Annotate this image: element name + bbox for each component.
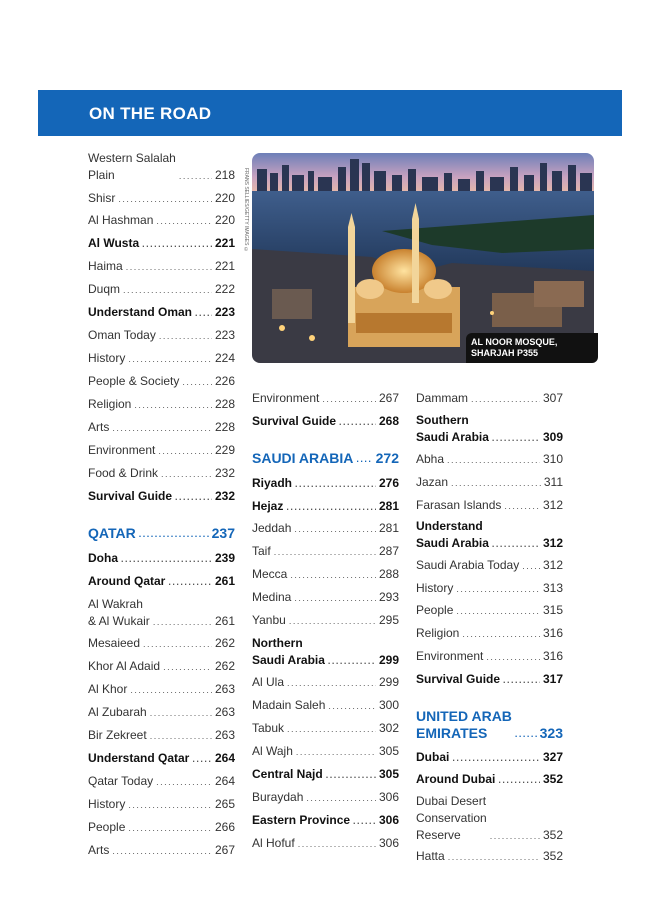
toc-entry-name: Around Qatar <box>88 574 166 588</box>
section-banner <box>38 90 622 136</box>
toc-entry-page: 305 <box>378 744 399 758</box>
toc-entry-name: Arts <box>88 420 110 434</box>
leader-dots <box>452 753 540 763</box>
toc-entry[interactable] <box>252 589 399 606</box>
toc-entry[interactable] <box>88 304 235 321</box>
leader-dots <box>306 793 376 803</box>
toc-entry-page: 312 <box>542 558 563 572</box>
leader-dots <box>294 524 376 534</box>
toc-entry-name: Dubai Desert Conservation Reserve <box>416 794 487 842</box>
leader-dots <box>128 354 212 364</box>
toc-entry[interactable] <box>88 704 235 721</box>
toc-entry[interactable] <box>416 602 563 619</box>
toc-entry-name: Environment <box>88 443 156 457</box>
toc-entry-page: 316 <box>542 649 563 663</box>
toc-entry[interactable] <box>88 235 235 252</box>
toc-entry[interactable] <box>416 648 563 665</box>
toc-entry[interactable] <box>88 419 235 436</box>
toc-entry-page: 299 <box>378 653 399 667</box>
toc-entry-name: Duqm <box>88 282 121 296</box>
leader-dots <box>503 675 540 685</box>
toc-entry-name: Buraydah <box>252 790 304 804</box>
leader-dots <box>139 529 209 539</box>
caption-line: AL NOOR MOSQUE, <box>471 337 558 347</box>
leader-dots <box>112 846 212 856</box>
toc-entry-page: 229 <box>214 443 235 457</box>
toc-entry[interactable] <box>416 580 563 597</box>
toc-entry-page: 327 <box>542 750 563 764</box>
toc-entry-name: Al Wajh <box>252 744 293 758</box>
leader-dots <box>294 593 376 603</box>
toc-entry[interactable] <box>252 789 399 806</box>
toc-entry[interactable] <box>88 596 235 630</box>
leader-dots <box>118 194 212 204</box>
toc-entry-name: QATAR <box>88 525 136 541</box>
toc-entry-page: 313 <box>542 581 563 595</box>
toc-entry-name: Dubai <box>416 750 450 764</box>
toc-entry-page: 266 <box>214 820 235 834</box>
toc-entry[interactable] <box>88 442 235 459</box>
toc-entry[interactable] <box>88 190 235 207</box>
toc-entry-page: 261 <box>214 574 235 588</box>
toc-entry-name: Abha <box>416 452 445 466</box>
toc-entry-page: 264 <box>214 774 235 788</box>
toc-section-heading[interactable] <box>88 525 235 542</box>
toc-entry[interactable] <box>88 658 235 675</box>
toc-entry[interactable] <box>88 258 235 275</box>
toc-entry-name: Hatta <box>416 849 445 863</box>
toc-entry[interactable] <box>88 465 235 482</box>
toc-entry[interactable] <box>416 390 563 407</box>
toc-entry-page: 263 <box>214 705 235 719</box>
leader-dots <box>161 469 212 479</box>
leader-dots <box>353 816 376 826</box>
leader-dots <box>195 308 212 318</box>
toc-entry[interactable] <box>88 396 235 413</box>
toc-entry-page: 306 <box>378 813 399 827</box>
leader-dots <box>182 377 212 387</box>
toc-entry-name: Understand Oman <box>88 305 193 319</box>
toc-entry[interactable] <box>416 474 563 491</box>
toc-entry-name: People & Society <box>88 374 180 388</box>
toc-entry-name: Medina <box>252 590 292 604</box>
toc-entry[interactable] <box>88 635 235 652</box>
toc-entry-name: Jazan <box>416 475 449 489</box>
page-title: ON THE ROAD <box>89 104 212 123</box>
toc-entry-page: 228 <box>214 397 235 411</box>
toc-entry-page: 281 <box>378 521 399 535</box>
toc-entry[interactable] <box>416 451 563 468</box>
toc-entry-name: People <box>88 820 126 834</box>
toc-entry-page: 218 <box>214 168 235 182</box>
toc-entry-name: Shisr <box>88 191 116 205</box>
leader-dots <box>447 455 540 465</box>
toc-entry-page: 220 <box>214 191 235 205</box>
toc-entry-page: 267 <box>214 843 235 857</box>
toc-entry-name: Yanbu <box>252 613 286 627</box>
leader-dots <box>163 662 212 672</box>
toc-entry[interactable] <box>416 625 563 642</box>
toc-entry[interactable] <box>252 835 399 852</box>
toc-entry-name: Understand Qatar <box>88 751 190 765</box>
toc-entry-page: 311 <box>543 475 563 489</box>
toc-entry-name: Religion <box>88 397 132 411</box>
toc-entry-name: People <box>416 603 454 617</box>
leader-dots <box>492 433 540 443</box>
leader-dots <box>159 331 212 341</box>
toc-entry[interactable] <box>416 557 563 574</box>
toc-entry-name: Food & Drink <box>88 466 159 480</box>
toc-entry-name: Around Dubai <box>416 772 496 786</box>
toc-entry-page: 293 <box>378 590 399 604</box>
leader-dots <box>322 394 376 404</box>
toc-entry-page: 223 <box>214 328 235 342</box>
toc-entry[interactable] <box>416 671 563 688</box>
toc-entry-name: Haima <box>88 259 123 273</box>
toc-entry-name: Taif <box>252 544 271 558</box>
toc-entry-page: 306 <box>378 790 399 804</box>
leader-dots <box>121 554 212 564</box>
toc-entry[interactable] <box>416 793 563 844</box>
toc-entry-page: 268 <box>378 414 399 428</box>
leader-dots <box>287 724 376 734</box>
toc-entry-page: 272 <box>375 450 399 466</box>
toc-entry[interactable] <box>88 150 235 184</box>
toc-entry-name: History <box>88 797 126 811</box>
toc-entry-name: SAUDI ARABIA <box>252 450 354 466</box>
leader-dots <box>128 823 212 833</box>
toc-entry-name: Al Zubarah <box>88 705 147 719</box>
leader-dots <box>142 239 212 249</box>
toc-entry[interactable] <box>252 413 399 430</box>
toc-entry-page: 220 <box>214 213 235 227</box>
toc-entry[interactable] <box>252 635 399 669</box>
toc-entry[interactable] <box>88 573 235 590</box>
toc-entry-page: 262 <box>214 636 235 650</box>
toc-entry-page: 295 <box>378 613 399 627</box>
toc-entry-name: Al Wusta <box>88 236 140 250</box>
toc-entry[interactable] <box>416 497 563 514</box>
leader-dots <box>126 262 212 272</box>
toc-entry-name: Eastern Province <box>252 813 351 827</box>
toc-entry[interactable] <box>88 842 235 859</box>
toc-entry-page: 224 <box>214 351 235 365</box>
photo-caption <box>466 333 598 363</box>
toc-entry-name: Khor Al Adaid <box>88 659 161 673</box>
toc-entry[interactable] <box>252 697 399 714</box>
toc-entry[interactable] <box>88 488 235 505</box>
leader-dots <box>287 678 376 688</box>
toc-entry[interactable] <box>252 720 399 737</box>
toc-entry[interactable] <box>88 212 235 229</box>
toc-entry-name: Al Khor <box>88 682 128 696</box>
toc-entry-name: History <box>88 351 126 365</box>
leader-dots <box>492 539 540 549</box>
toc-entry[interactable] <box>252 520 399 537</box>
toc-entry-name: Understand Saudi Arabia <box>416 519 489 550</box>
toc-entry-page: 352 <box>542 828 563 842</box>
leader-dots <box>339 417 376 427</box>
toc-entry-page: 226 <box>214 374 235 388</box>
leader-dots <box>498 775 540 785</box>
leader-dots <box>456 606 540 616</box>
toc-entry-page: 232 <box>214 489 235 503</box>
toc-section-heading[interactable] <box>416 708 563 742</box>
photo-credit: FRANS SELLIES/GETTY IMAGES © <box>243 168 249 253</box>
toc-entry-page: 307 <box>542 391 563 405</box>
toc-entry-name: Environment <box>416 649 484 663</box>
leader-dots <box>143 639 212 649</box>
toc-entry-page: 287 <box>378 544 399 558</box>
toc-entry-page: 299 <box>378 675 399 689</box>
toc-entry[interactable] <box>252 812 399 829</box>
toc-entry-page: 317 <box>542 672 563 686</box>
caption-line: SHARJAH P355 <box>471 348 539 358</box>
leader-dots <box>274 547 376 557</box>
toc-entry-name: Southern Saudi Arabia <box>416 413 489 444</box>
toc-entry-name: Al Wakrah & Al Wukair <box>88 597 150 628</box>
leader-dots <box>298 839 376 849</box>
toc-entry-name: Survival Guide <box>252 414 337 428</box>
leader-dots <box>490 831 540 841</box>
toc-entry-page: 352 <box>542 772 563 786</box>
toc-entry[interactable] <box>252 475 399 492</box>
toc-entry-page: 221 <box>214 259 235 273</box>
toc-entry-name: Survival Guide <box>88 489 173 503</box>
toc-entry[interactable] <box>252 566 399 583</box>
toc-entry-name: Bir Zekreet <box>88 728 147 742</box>
toc-entry[interactable] <box>416 518 563 552</box>
toc-entry-name: Survival Guide <box>416 672 501 686</box>
toc-entry-name: Environment <box>252 391 320 405</box>
toc-entry-name: Al Hofuf <box>252 836 295 850</box>
leader-dots <box>150 731 212 741</box>
leader-dots <box>295 479 376 489</box>
toc-entry-name: Riyadh <box>252 476 293 490</box>
toc-entry-page: 232 <box>214 466 235 480</box>
toc-entry-page: 352 <box>542 849 563 863</box>
toc-entry[interactable] <box>416 749 563 766</box>
toc-entry-page: 281 <box>378 499 399 513</box>
toc-entry-page: 222 <box>214 282 235 296</box>
toc-entry-name: Mecca <box>252 567 288 581</box>
toc-entry-name: Dammam <box>416 391 469 405</box>
leader-dots <box>451 478 541 488</box>
toc-entry-page: 267 <box>378 391 399 405</box>
toc-entry-page: 300 <box>378 698 399 712</box>
toc-entry-name: Al Hashman <box>88 213 154 227</box>
toc-entry-page: 305 <box>378 767 399 781</box>
toc-entry-page: 263 <box>214 728 235 742</box>
leader-dots <box>328 656 376 666</box>
toc-entry[interactable] <box>252 612 399 629</box>
toc-entry-page: 315 <box>542 603 563 617</box>
leader-dots <box>286 502 376 512</box>
toc-entry-page: 264 <box>214 751 235 765</box>
leader-dots <box>504 501 540 511</box>
leader-dots <box>289 616 376 626</box>
toc-entry[interactable] <box>252 766 399 783</box>
leader-dots <box>150 708 212 718</box>
leader-dots <box>153 617 212 627</box>
toc-entry-name: Hejaz <box>252 499 284 513</box>
toc-entry-page: 306 <box>378 836 399 850</box>
toc-entry[interactable] <box>88 819 235 836</box>
toc-entry[interactable] <box>88 773 235 790</box>
toc-entry-name: UNITED ARAB EMIRATES <box>416 708 512 741</box>
toc-entry[interactable] <box>416 848 563 865</box>
toc-entry[interactable] <box>88 350 235 367</box>
toc-entry[interactable] <box>416 412 563 446</box>
leader-dots <box>134 400 212 410</box>
leader-dots <box>168 577 212 587</box>
toc-entry[interactable] <box>252 743 399 760</box>
leader-dots <box>448 852 540 862</box>
leader-dots <box>128 800 212 810</box>
toc-entry[interactable] <box>88 281 235 298</box>
toc-entry-page: 262 <box>214 659 235 673</box>
toc-entry-name: Saudi Arabia Today <box>416 558 520 572</box>
leader-dots <box>462 629 540 639</box>
toc-entry-page: 223 <box>214 305 235 319</box>
toc-entry-name: Central Najd <box>252 767 323 781</box>
leader-dots <box>356 454 372 464</box>
toc-entry[interactable] <box>252 543 399 560</box>
toc-entry[interactable] <box>252 390 399 407</box>
toc-entry-name: Qatar Today <box>88 774 154 788</box>
toc-entry-page: 263 <box>214 682 235 696</box>
leader-dots <box>456 584 540 594</box>
toc-entry-page: 261 <box>214 614 235 628</box>
toc-entry-name: Jeddah <box>252 521 292 535</box>
toc-entry-name: Farasan Islands <box>416 498 502 512</box>
toc-entry-name: Tabuk <box>252 721 285 735</box>
leader-dots <box>296 747 376 757</box>
leader-dots <box>471 394 540 404</box>
toc-entry[interactable] <box>88 327 235 344</box>
toc-entry[interactable] <box>88 681 235 698</box>
leader-dots <box>326 770 376 780</box>
toc-entry[interactable] <box>88 550 235 567</box>
toc-entry-page: 265 <box>214 797 235 811</box>
toc-entry-name: Northern Saudi Arabia <box>252 636 325 667</box>
leader-dots <box>156 216 212 226</box>
toc-entry-name: Madain Saleh <box>252 698 326 712</box>
leader-dots <box>192 754 212 764</box>
toc-section-heading[interactable] <box>252 450 399 467</box>
mosque-photo <box>252 153 594 363</box>
toc-entry[interactable] <box>252 498 399 515</box>
toc-entry-page: 276 <box>378 476 399 490</box>
leader-dots <box>156 777 212 787</box>
leader-dots <box>158 446 212 456</box>
toc-entry-page: 288 <box>378 567 399 581</box>
leader-dots <box>328 701 376 711</box>
toc-entry-page: 309 <box>542 430 563 444</box>
toc-entry[interactable] <box>88 750 235 767</box>
toc-entry-page: 323 <box>539 725 563 741</box>
toc-entry-name: Religion <box>416 626 460 640</box>
toc-entry-page: 312 <box>542 536 563 550</box>
toc-entry-page: 312 <box>542 498 563 512</box>
toc-entry-page: 237 <box>211 525 235 541</box>
leader-dots <box>522 561 540 571</box>
leader-dots <box>515 729 537 739</box>
toc-entry-page: 221 <box>214 236 235 250</box>
toc-entry-name: History <box>416 581 454 595</box>
toc-entry-page: 310 <box>542 452 563 466</box>
toc-entry[interactable] <box>416 771 563 788</box>
toc-entry[interactable] <box>252 674 399 691</box>
toc-entry[interactable] <box>88 373 235 390</box>
toc-entry-name: Al Ula <box>252 675 285 689</box>
toc-entry[interactable] <box>88 727 235 744</box>
toc-entry-name: Arts <box>88 843 110 857</box>
leader-dots <box>112 423 212 433</box>
toc-entry-name: Oman Today <box>88 328 156 342</box>
leader-dots <box>123 285 212 295</box>
leader-dots <box>175 492 212 502</box>
leader-dots <box>130 685 212 695</box>
toc-entry-page: 302 <box>378 721 399 735</box>
toc-entry-page: 239 <box>214 551 235 565</box>
toc-entry[interactable] <box>88 796 235 813</box>
toc-entry-name: Doha <box>88 551 118 565</box>
toc-entry-page: 228 <box>214 420 235 434</box>
toc-entry-name: Western Salalah Plain <box>88 151 176 182</box>
toc-entry-page: 316 <box>542 626 563 640</box>
leader-dots <box>290 570 376 580</box>
leader-dots <box>179 171 212 181</box>
leader-dots <box>486 652 540 662</box>
toc-entry-name: Mesaieed <box>88 636 141 650</box>
